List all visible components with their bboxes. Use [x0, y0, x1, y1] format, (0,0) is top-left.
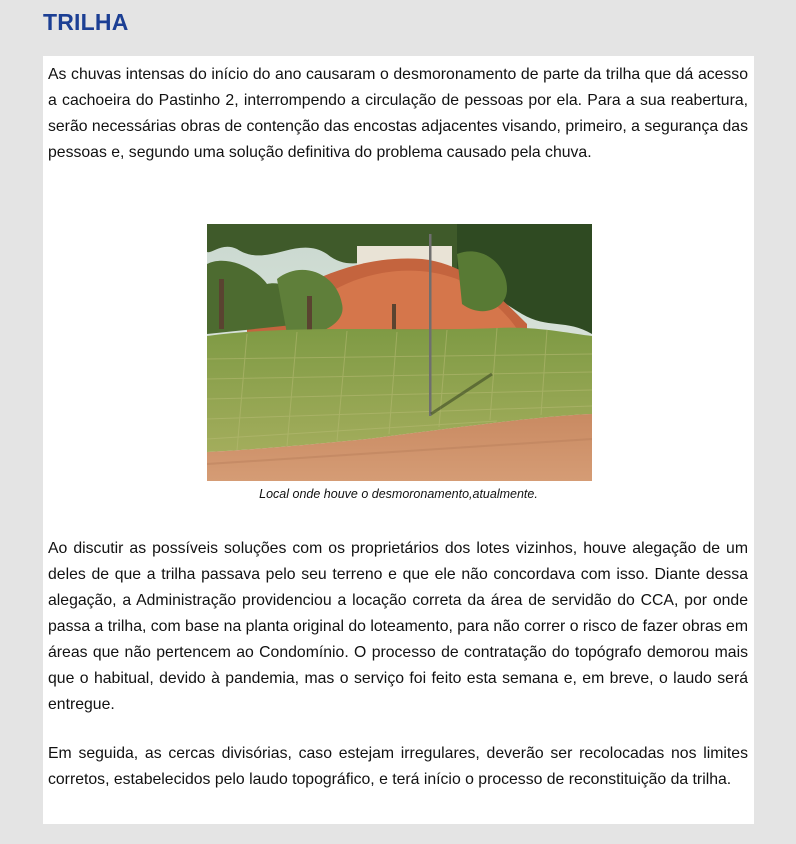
- article-paragraph-2: Ao discutir as possíveis soluções com os proprietários dos lotes vizinhos, houve alegação de um deles de que a trilha passava pelo seu terreno e que ele não concordava com isso. Diante dessa alegação, a Administração providenciou a locação correta da área de servidão do CCA, por onde passa a trilha, com base na planta original do loteamento, para não correr o risco de fazer obras em áreas que não pertencem ao Condomínio. O processo de contratação do topógrafo demorou mais que o habitual, devido à pandemia, mas o serviço foi feito esta semana e, em breve, o laudo será entregue.: [48, 540, 748, 713]
- article-panel: [43, 56, 754, 824]
- article-paragraph-1: As chuvas intensas do início do ano causaram o desmoronamento de parte da trilha que dá acesso a cachoeira do Pastinho 2, interrompendo a circulação de pessoas por ela. Para a sua reabertura, serão necessárias obras de contenção das encostas adjacentes visando, primeiro, a segurança das pessoas e, segundo uma solução definitiva do problema causado pela chuva.: [48, 66, 748, 161]
- article-paragraph-3: Em seguida, as cercas divisórias, caso estejam irregulares, deverão ser recolocadas nos limites corretos, estabelecidos pelo laudo topográfico, e terá início o processo de reconstituição da trilha.: [48, 745, 748, 788]
- section-title: TRILHA: [43, 9, 129, 35]
- photo-caption: Local onde houve o desmoronamento,atualmente.: [259, 487, 538, 501]
- trail-landslide-photo: [207, 224, 592, 481]
